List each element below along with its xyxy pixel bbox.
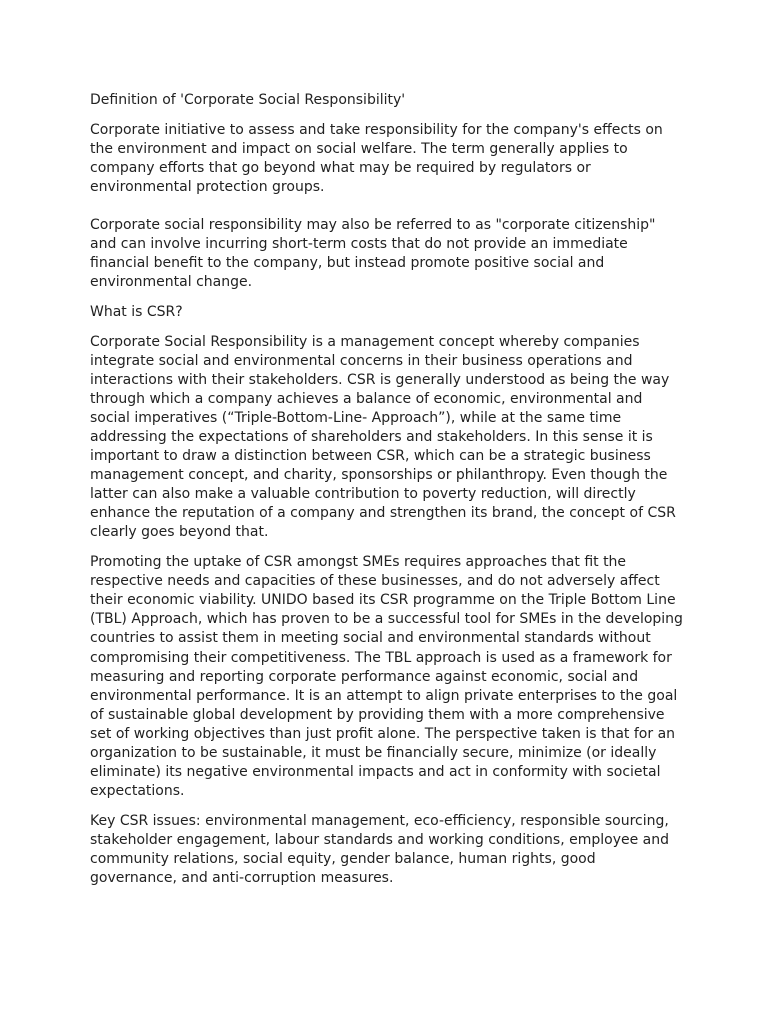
text-line: governance, and anti-corruption measures. — [90, 870, 394, 887]
text-line: the environment and impact on social welfare. The term generally applies to — [90, 140, 628, 157]
text-line: eliminate) its negative environmental impacts and act in conformity with societal — [90, 764, 661, 781]
definition-paragraph-1 — [90, 121, 680, 197]
text-line: financial benefit to the company, but instead promote positive social and — [90, 255, 605, 272]
text-line: latter can also make a valuable contribution to poverty reduction, will directly — [90, 486, 636, 503]
text-line: addressing the expectations of shareholders and stakeholders. In this sense it is — [90, 429, 653, 445]
heading-definition — [90, 91, 680, 110]
text-line: interactions with their stakeholders. CSR is generally understood as being the way — [90, 371, 670, 388]
text-line: and can involve incurring short-term costs that do not provide an immediate — [90, 236, 628, 253]
text-line: Corporate Social Responsibility is a management concept whereby companies — [90, 333, 640, 350]
promoting-csr-paragraph — [90, 553, 683, 801]
document-page — [90, 91, 683, 888]
text-line: social imperatives (“Triple-Bottom-Line- Approach”), while at the same time — [90, 409, 622, 426]
text-line: environmental change. — [90, 274, 253, 291]
text-line: countries to assist them in meeting social and environmental standards without — [90, 630, 651, 647]
text-line: company efforts that go beyond what may be required by regulators or — [90, 159, 591, 176]
text-line: expectations. — [90, 783, 185, 800]
text-line: compromising their competitiveness. The TBL approach is used as a framework for — [90, 649, 672, 666]
text-line: Promoting the uptake of CSR amongst SMEs requires approaches that fit the — [90, 554, 627, 571]
text-line: their economic viability. UNIDO based its CSR programme on the Triple Bottom Line — [90, 592, 676, 609]
text-line: important to draw a distinction between CSR, which can be a strategic business — [90, 448, 651, 465]
key-csr-issues-paragraph — [90, 812, 680, 888]
heading-definition-text: Definition of 'Corporate Social Responsibility' — [90, 92, 406, 108]
text-line: environmental protection groups. — [90, 178, 325, 195]
heading-what-is-csr-text: What is CSR? — [90, 303, 183, 320]
text-line: clearly goes beyond that. — [90, 524, 269, 541]
blank-line — [90, 197, 680, 216]
text-line: organization to be sustainable, it must be financially secure, minimize (or ideally — [90, 745, 657, 761]
text-line: enhance the reputation of a company and strengthen its brand, the concept of CSR — [90, 505, 676, 522]
text-line: (TBL) Approach, which has proven to be a successful tool for SMEs in the developing — [90, 611, 683, 628]
text-line: Corporate social responsibility may also be referred to as "corporate citizenship" — [90, 217, 656, 234]
text-line: environmental performance. It is an attempt to align private enterprises to the goal — [90, 687, 678, 704]
text-line: set of working objectives than just profit alone. The perspective taken is that for an — [90, 725, 676, 742]
text-line: through which a company achieves a balance of economic, environmental and — [90, 390, 643, 407]
text-line: respective needs and capacities of these businesses, and do not adversely affect — [90, 573, 660, 590]
text-line: Key CSR issues: environmental management, eco-efficiency, responsible sourcing, — [90, 812, 669, 829]
text-line: integrate social and environmental concerns in their business operations and — [90, 352, 633, 369]
definition-paragraph-2 — [90, 216, 680, 292]
text-line: Corporate initiative to assess and take responsibility for the company's effects on — [90, 121, 663, 138]
text-line: management concept, and charity, sponsorships or philanthropy. Even though the — [90, 467, 668, 484]
text-line: community relations, social equity, gender balance, human rights, good — [90, 850, 596, 867]
text-line: measuring and reporting corporate performance against economic, social and — [90, 668, 639, 685]
what-is-csr-paragraph — [90, 333, 680, 543]
text-line: of sustainable global development by providing them with a more comprehensive — [90, 706, 665, 723]
heading-what-is-csr — [90, 303, 680, 322]
text-line: stakeholder engagement, labour standards and working conditions, employee and — [90, 831, 670, 848]
